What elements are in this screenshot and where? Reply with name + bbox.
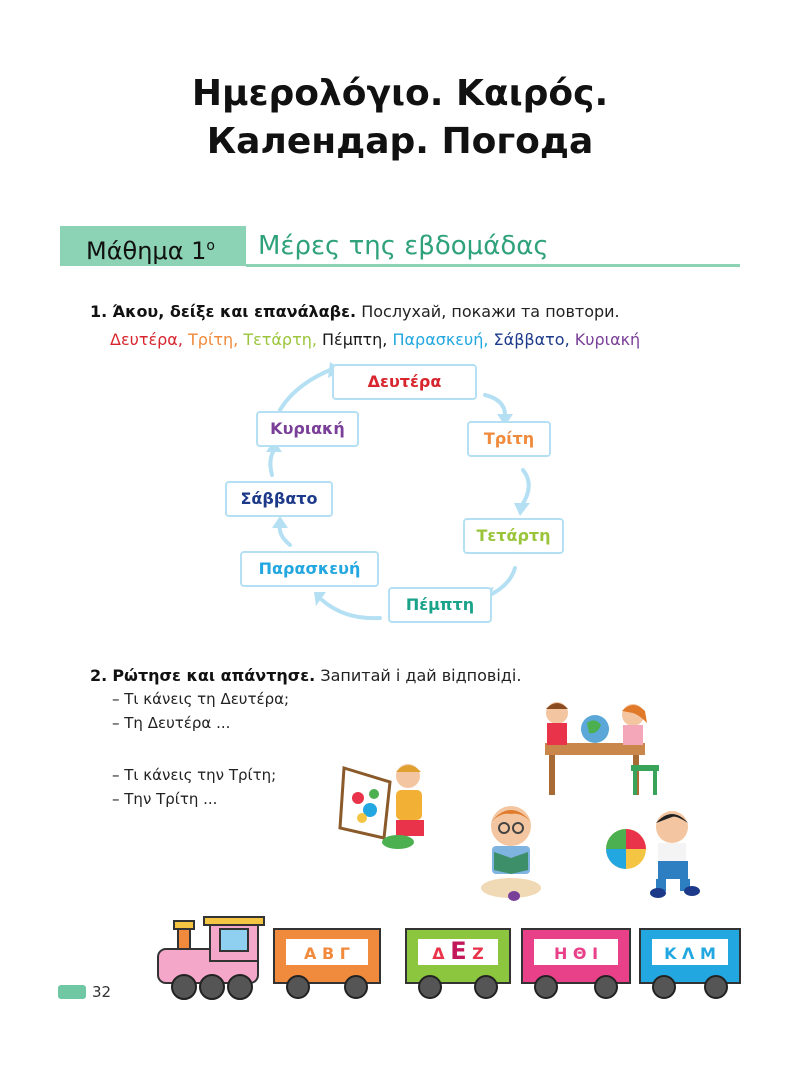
day-word: Πέμπτη,	[322, 330, 393, 349]
cycle-day-label: Δευτέρα	[367, 372, 442, 391]
train-car-letters: Η Θ Ι	[553, 944, 599, 963]
lesson-name: Μέρες της εβδομάδας	[258, 231, 549, 261]
train-car-letters: Α Β Γ	[304, 944, 350, 963]
page-title-greek: Ημερολόγιο. Καιρός.	[191, 73, 609, 114]
exercise-1-number: 1.	[90, 302, 108, 321]
train-car	[522, 929, 630, 998]
train-wheel	[705, 976, 727, 998]
cycle-day-saturday	[225, 481, 333, 517]
train-car	[640, 929, 740, 998]
cycle-day-label: Τρίτη	[483, 429, 535, 448]
train-wheel	[653, 976, 675, 998]
cycle-day-tuesday	[467, 421, 551, 457]
train-wheel	[475, 976, 497, 998]
dialog-line: – Τη Δευτέρα ...	[112, 714, 231, 732]
lesson-label: Μάθημα 1	[86, 237, 207, 265]
kids-globe-illustration	[535, 695, 665, 805]
page-number-text: 32	[92, 983, 112, 1001]
exercise-2-instruction	[90, 666, 521, 685]
train-car	[406, 929, 510, 998]
lesson-ordinal: ο	[206, 238, 215, 254]
day-word: Κυριακή	[574, 330, 641, 349]
train-wheel	[345, 976, 367, 998]
cycle-day-label: Σάββατο	[240, 489, 318, 508]
train-car-letters: Δ Ε Ζ	[432, 937, 484, 965]
page-number-tab	[58, 985, 86, 999]
train-wheel	[535, 976, 557, 998]
reading-boy-illustration	[476, 800, 546, 905]
day-word: Τετάρτη,	[243, 330, 323, 349]
dialog-line: – Τι κάνεις την Τρίτη;	[112, 766, 277, 784]
train-car	[274, 929, 380, 998]
arrow-tuesday-wednesday	[522, 470, 529, 505]
cycle-day-friday	[240, 551, 379, 587]
arrow-sunday-monday	[280, 370, 330, 410]
train-wheel	[419, 976, 441, 998]
train-wheel	[287, 976, 309, 998]
exercise-2-ukrainian: Запитай і дай відповіді.	[320, 666, 522, 685]
page-title-ukrainian: Календар. Погода	[206, 121, 594, 162]
alphabet-train	[150, 915, 750, 1005]
ball-boy-illustration	[602, 805, 712, 900]
dialog-line: – Τι κάνεις τη Δευτέρα;	[112, 690, 290, 708]
arrow-thursday-friday	[322, 600, 380, 618]
train-wheel	[595, 976, 617, 998]
day-word: Δευτέρα,	[110, 330, 189, 349]
arrow-wednesday-thursday	[490, 568, 515, 595]
painting-boy-illustration	[338, 758, 438, 853]
exercise-2-greek: Ρώτησε και απάντησε.	[112, 666, 316, 685]
exercise-1-greek: Άκου, δείξε και επανάλαβε.	[112, 302, 357, 321]
train-locomotive	[158, 917, 264, 999]
cycle-day-wednesday	[463, 518, 564, 554]
cycle-day-monday	[332, 364, 477, 400]
cycle-day-sunday	[256, 411, 359, 447]
exercise-1-ukrainian: Послухай, покажи та повтори.	[361, 302, 620, 321]
cycle-day-label: Πέμπτη	[405, 595, 475, 614]
dialog-line: – Την Τρίτη ...	[112, 790, 218, 808]
exercise-2-number: 2.	[90, 666, 108, 685]
train-car-letters: Κ Λ Μ	[664, 944, 716, 963]
arrow-saturday-sunday	[270, 450, 274, 475]
day-word: Τρίτη,	[188, 330, 244, 349]
day-word: Παρασκευή,	[392, 330, 494, 349]
cycle-day-label: Κυριακή	[270, 419, 345, 438]
cycle-day-thursday	[388, 587, 492, 623]
cycle-day-label: Παρασκευή	[258, 559, 361, 578]
arrow-monday-tuesday	[485, 395, 505, 415]
day-word: Σάββατο,	[493, 330, 575, 349]
cycle-day-label: Τετάρτη	[476, 526, 551, 545]
